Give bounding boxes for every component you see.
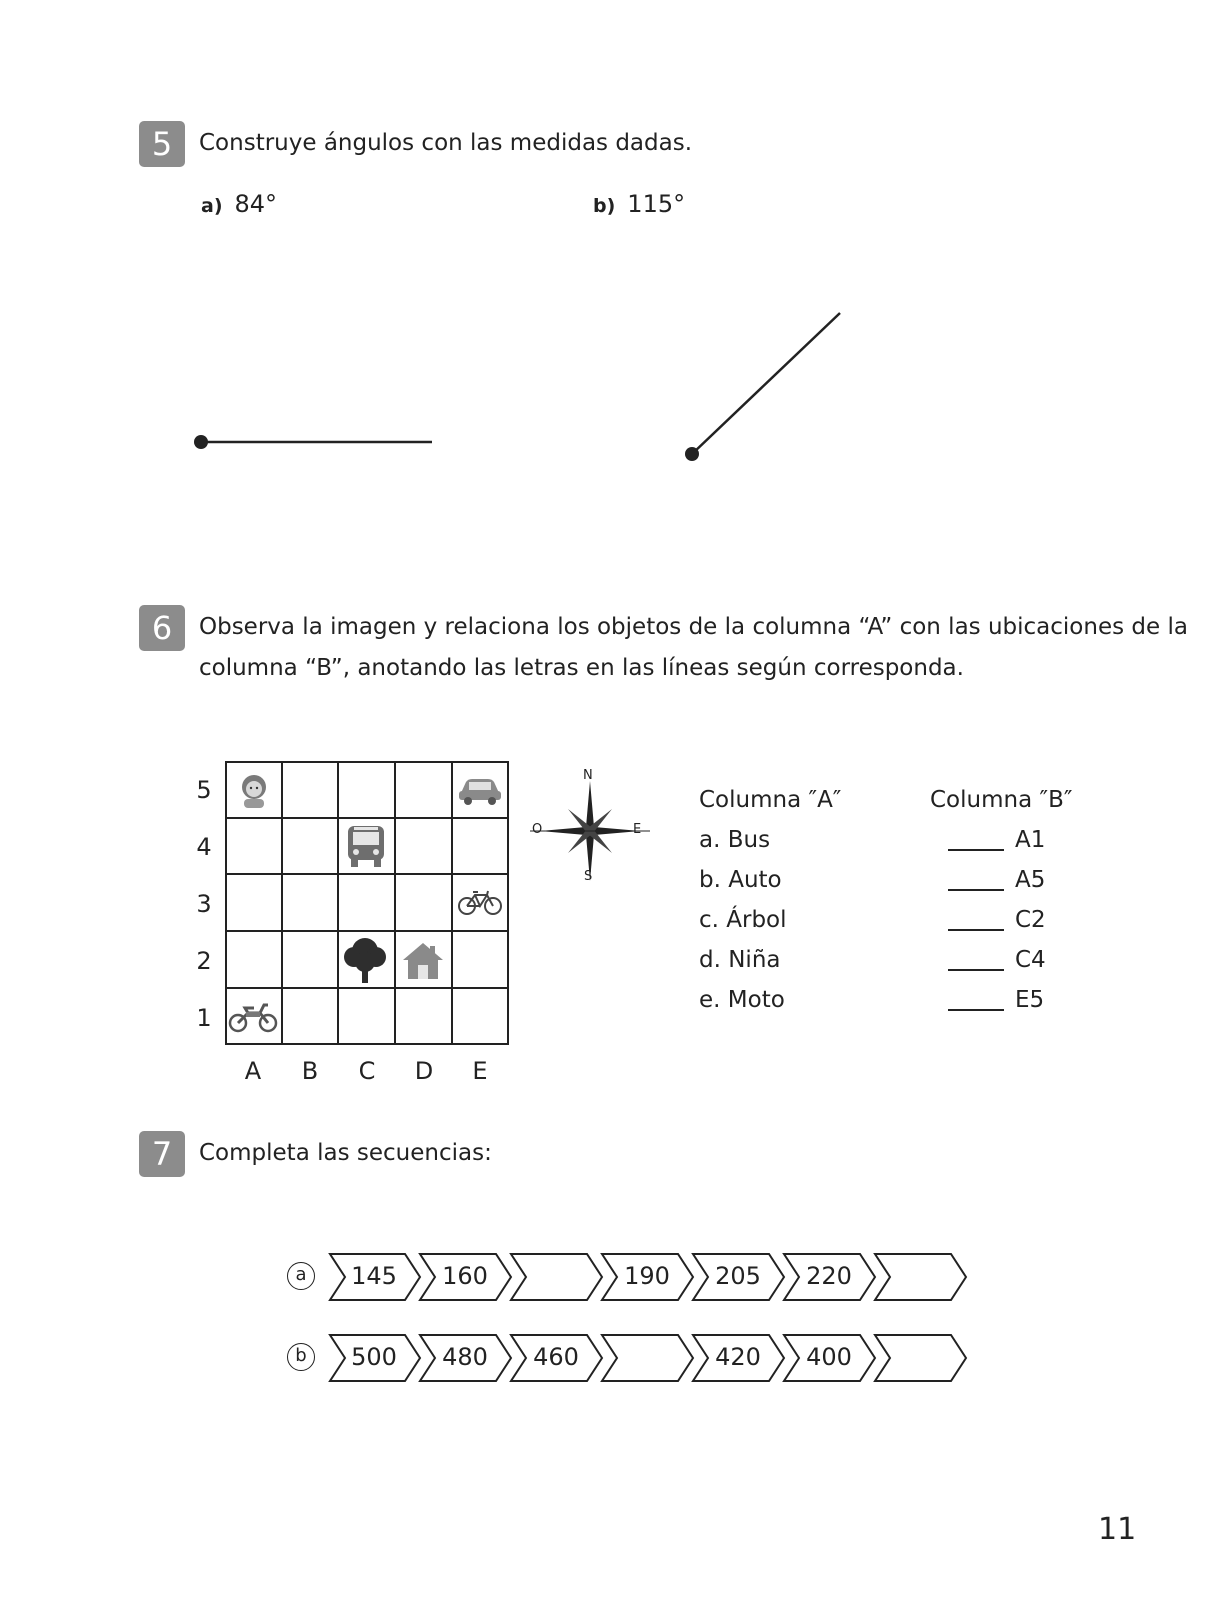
page-number: 11 xyxy=(1098,1512,1137,1547)
column-a-item: e. Moto xyxy=(699,987,785,1013)
answer-blank[interactable] xyxy=(948,969,1004,971)
sequence-b-value: 400 xyxy=(806,1343,852,1371)
question-instruction-line1: Observa la imagen y relaciona los objetos de la columna “A” con las ubicaciones de la xyxy=(199,614,1188,640)
bicycle-icon xyxy=(457,889,503,917)
question-number-badge: 7 xyxy=(139,1131,185,1177)
row-label: 4 xyxy=(196,833,212,861)
column-a-item: c. Árbol xyxy=(699,907,787,933)
answer-blank[interactable] xyxy=(948,889,1004,891)
vertex-a xyxy=(194,435,208,449)
angle-rays xyxy=(0,0,1222,600)
sequence-arrows xyxy=(0,1240,1222,1440)
answer-blank[interactable] xyxy=(948,1009,1004,1011)
arrow-box xyxy=(875,1254,966,1300)
sequence-a-value: 160 xyxy=(442,1262,488,1290)
motorcycle-icon xyxy=(228,999,278,1033)
question-number-badge: 5 xyxy=(139,121,185,167)
column-a-item: a. Bus xyxy=(699,827,771,853)
column-a-item: b. Auto xyxy=(699,867,782,893)
tree-icon xyxy=(343,935,387,985)
angle-measure: 84° xyxy=(234,190,278,218)
column-a-item: d. Niña xyxy=(699,947,781,973)
compass-south-label: S xyxy=(584,869,593,884)
sequence-a-value: 145 xyxy=(351,1262,397,1290)
compass-west-label: O xyxy=(532,822,543,837)
sequence-a-value: 220 xyxy=(806,1262,852,1290)
sequence-b-arrows xyxy=(330,1335,966,1381)
question-number-badge: 6 xyxy=(139,605,185,651)
row-label: 5 xyxy=(196,776,212,804)
ray-b xyxy=(692,313,840,454)
arrow-box xyxy=(602,1335,693,1381)
column-label: B xyxy=(301,1057,319,1085)
question-instruction: Construye ángulos con las medidas dadas. xyxy=(199,130,693,156)
question-instruction: Completa las secuencias: xyxy=(199,1140,492,1166)
subquestion-label: b) xyxy=(593,195,616,217)
column-b-item: A5 xyxy=(1015,867,1046,893)
subquestion-label: a) xyxy=(201,195,223,217)
answer-blank[interactable] xyxy=(948,849,1004,851)
column-a-title: Columna ″A″ xyxy=(699,787,842,813)
answer-blank[interactable] xyxy=(948,929,1004,931)
column-label: D xyxy=(414,1057,434,1085)
column-label: C xyxy=(358,1057,376,1085)
compass-east-label: E xyxy=(633,822,642,837)
question-instruction-line2: columna “B”, anotando las letras en las líneas según corresponda. xyxy=(199,655,964,681)
column-b-item: C2 xyxy=(1015,907,1046,933)
sequence-a-value: 205 xyxy=(715,1262,761,1290)
sequence-a-value: 190 xyxy=(624,1262,670,1290)
sequence-label: a xyxy=(287,1262,315,1290)
row-label: 2 xyxy=(196,947,212,975)
coordinate-grid xyxy=(225,761,509,1045)
sequence-b-value: 480 xyxy=(442,1343,488,1371)
sequence-b-value: 460 xyxy=(533,1343,579,1371)
column-label: A xyxy=(244,1057,262,1085)
vertex-b xyxy=(685,447,699,461)
column-label: E xyxy=(472,1057,488,1085)
sequence-label: b xyxy=(287,1343,315,1371)
column-b-title: Columna ″B″ xyxy=(930,787,1073,813)
column-b-item: E5 xyxy=(1015,987,1045,1013)
row-label: 3 xyxy=(196,890,212,918)
angle-measure: 115° xyxy=(627,190,686,218)
column-b-item: C4 xyxy=(1015,947,1046,973)
girl-icon xyxy=(239,772,269,808)
row-label: 1 xyxy=(196,1004,212,1032)
sequence-b-value: 420 xyxy=(715,1343,761,1371)
arrow-box xyxy=(511,1254,602,1300)
column-b-item: A1 xyxy=(1015,827,1046,853)
sequence-b-value: 500 xyxy=(351,1343,397,1371)
car-icon xyxy=(457,775,503,805)
arrow-box xyxy=(875,1335,966,1381)
compass-north-label: N xyxy=(583,768,593,783)
bus-icon xyxy=(346,824,386,868)
house-icon xyxy=(401,941,445,981)
